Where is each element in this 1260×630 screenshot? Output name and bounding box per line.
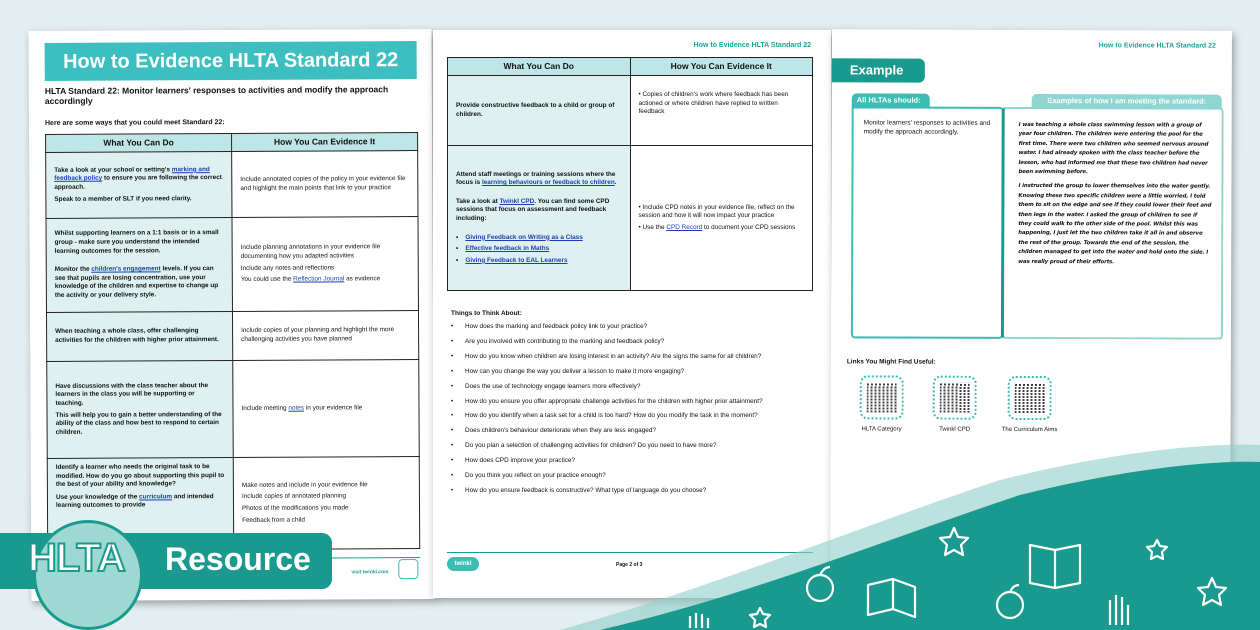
- marking-policy-link[interactable]: marking and feedback policy: [54, 165, 210, 183]
- list-item: • How does CPD improve your practice?: [451, 457, 821, 465]
- footer-url[interactable]: visit twinkl.com: [351, 569, 389, 576]
- table-row: Take a look at your school or setting's marking and feedback policy to ensure you are following the correct approach. Speak to a member of SLT if you need clarity. Include annotated copies of the policy in your evidence file and highlight the main points that link to your practice: [46, 151, 418, 219]
- banner-label: Resource: [165, 541, 311, 577]
- list-item: • Do you think you reflect on your practice enough?: [451, 472, 821, 480]
- table-row: When teaching a whole class, offer challenging activities for the children with higher prior attainment. Include copies of your planning and highlight the more challenging activities you have planned: [46, 311, 418, 362]
- right-tab: Examples of how I am meeting the standard:: [1032, 94, 1222, 109]
- twinkl-logo: twinkl: [447, 557, 479, 571]
- list-item: • Do you plan a selection of challenging activities for children? Do you need to have more?: [451, 442, 821, 450]
- link-label[interactable]: The Curriculum Aims: [1001, 426, 1058, 434]
- table-row: Provide constructive feedback to a child or group of children. • Copies of children's work where feedback has been actioned or where children have replied to written feedback: [448, 76, 813, 146]
- link-label[interactable]: HLTA Category: [861, 426, 902, 433]
- curriculum-link[interactable]: curriculum: [139, 493, 173, 501]
- links-title: Links You Might Find Useful:: [846, 358, 936, 366]
- example-tab: Example: [832, 58, 925, 82]
- col-header-evidence: How You Can Evidence It: [630, 58, 813, 76]
- cpd-link[interactable]: Giving Feedback on Writing as a Class: [465, 233, 583, 241]
- list-item: • How does the marking and feedback policy link to your practice?: [451, 323, 821, 331]
- cpd-link[interactable]: Effective feedback in Maths: [465, 245, 550, 253]
- table-row: Attend staff meetings or training sessions where the focus is learning behaviours or feedback to children. Take a look at Twinkl CPD. You can find some CPD sessions that focus on assessment and feedback including: • Giving Feedback on Writing as a Class • Effective feedback in Maths • Giving Feedback to EAL Learners • Include CPD notes in your evidence file, reflect on the session and how it will now impact your practice • Use the CPD Record to document your CPD sessions: [448, 146, 813, 291]
- cpd-record-link[interactable]: CPD Record: [666, 223, 703, 231]
- col-header-do: What You Can Do: [448, 58, 631, 76]
- standard-statement: HLTA Standard 22: Monitor learners' responses to activities and modify the approach accordingly: [44, 84, 389, 106]
- list-item: • How do you ensure you offer appropriate challenge activities for the children with higher prior attainment?: [451, 398, 821, 406]
- list-item: • How do you know when children are losing interest in an activity? Are the signs the same for all children?: [451, 353, 821, 361]
- think-title: Things to Think About:: [451, 310, 522, 317]
- banner-hlta: HLTA: [28, 536, 125, 580]
- table-row: Whilst supporting learners on a 1:1 basis or in a small group - make sure you understand the intended learning outcomes for the session. Monitor the children's engagement levels. If you can see that pupils are losing concentration, use your knowledge of the children and expertise to change up the activity or your delivery style. Include planning annotations in your evidence file documenting how you adapted activities Include any notes and reflections You could use the Reflection Journal as evidence: [46, 217, 418, 313]
- table-row: Have discussions with the class teacher about the learners in the class you will be supporting or teaching. This will help you to gain a better understanding of the ability of the class and how best to respond to certain children. Include meeting notes in your evidence file: [47, 360, 420, 459]
- childrens-engagement-link[interactable]: children's engagement: [91, 265, 161, 273]
- left-tab: All HLTAs should:: [852, 93, 930, 107]
- cpd-link[interactable]: Giving Feedback to EAL Learners: [465, 256, 568, 264]
- page-number: Page 2 of 3: [616, 562, 643, 568]
- page-header: How to Evidence HLTA Standard 22: [693, 42, 811, 49]
- left-box: Monitor learners' responses to activities and modify the approach accordingly.: [851, 106, 1004, 339]
- page-title: How to Evidence HLTA Standard 22: [45, 41, 417, 81]
- table-row: Identify a learner who needs the original task to be modified. How do you go about supporting this pupil to the best of your ability and knowledge? Use your knowledge of the curriculum and intended learning outcomes to provide Make notes and include in your evidence file Include copies of annotated planning Photos of the modifications you made Feedback from a child: [47, 457, 419, 551]
- list-item: • How do you ensure feedback is constructive? What type of language do you choose?: [451, 487, 821, 495]
- col-header-do: What You Can Do: [46, 133, 232, 152]
- link-label[interactable]: Twinkl CPD: [939, 426, 971, 433]
- list-item: • How do you identify when a task set for a child is too hard? How do you modify the task in the moment?: [451, 412, 821, 420]
- reflection-journal-link[interactable]: Reflection Journal: [293, 275, 345, 283]
- list-item: • Are you involved with contributing to the marking and feedback policy?: [451, 338, 821, 346]
- col-header-evidence: How You Can Evidence It: [232, 133, 418, 152]
- notes-link[interactable]: notes: [288, 404, 305, 412]
- list-item: • Does children's behaviour deteriorate when they are less engaged?: [451, 427, 821, 435]
- list-item: • How can you change the way you deliver a lesson to make it more engaging?: [451, 368, 821, 376]
- intro-text: Here are some ways that you could meet Standard 22:: [44, 119, 225, 127]
- example-paragraph: I instructed the group to lower themselves into the water gently. Knowing these two specific children were a little worried, I told them to sit on the edge and see if they could lower their feet and then legs in the water. I asked the group of children to see if they could walk to the other side of the pool. Whilst this was happening, I just let the two children take it all in and observe the rest of the group. Towards the end of the session, the children managed to get into the water and hold onto the side. I was really proud of their efforts.: [1018, 183, 1212, 265]
- learning-behaviours-link[interactable]: learning behaviours or feedback to children: [481, 179, 615, 187]
- list-item: • Does the use of technology engage learners more effectively?: [451, 383, 821, 391]
- example-paragraph: I was teaching a whole class swimming lesson with a group of year four children. The children were entering the pool for the first time. There were two children who seemed nervous around water. I had already spoken with the class teacher before the lesson, who had informed me that these two children had never been swimming before.: [1018, 121, 1209, 176]
- twinkl-cpd-link[interactable]: Twinkl CPD: [499, 197, 535, 205]
- page-header: How to Evidence HLTA Standard 22: [1098, 42, 1216, 50]
